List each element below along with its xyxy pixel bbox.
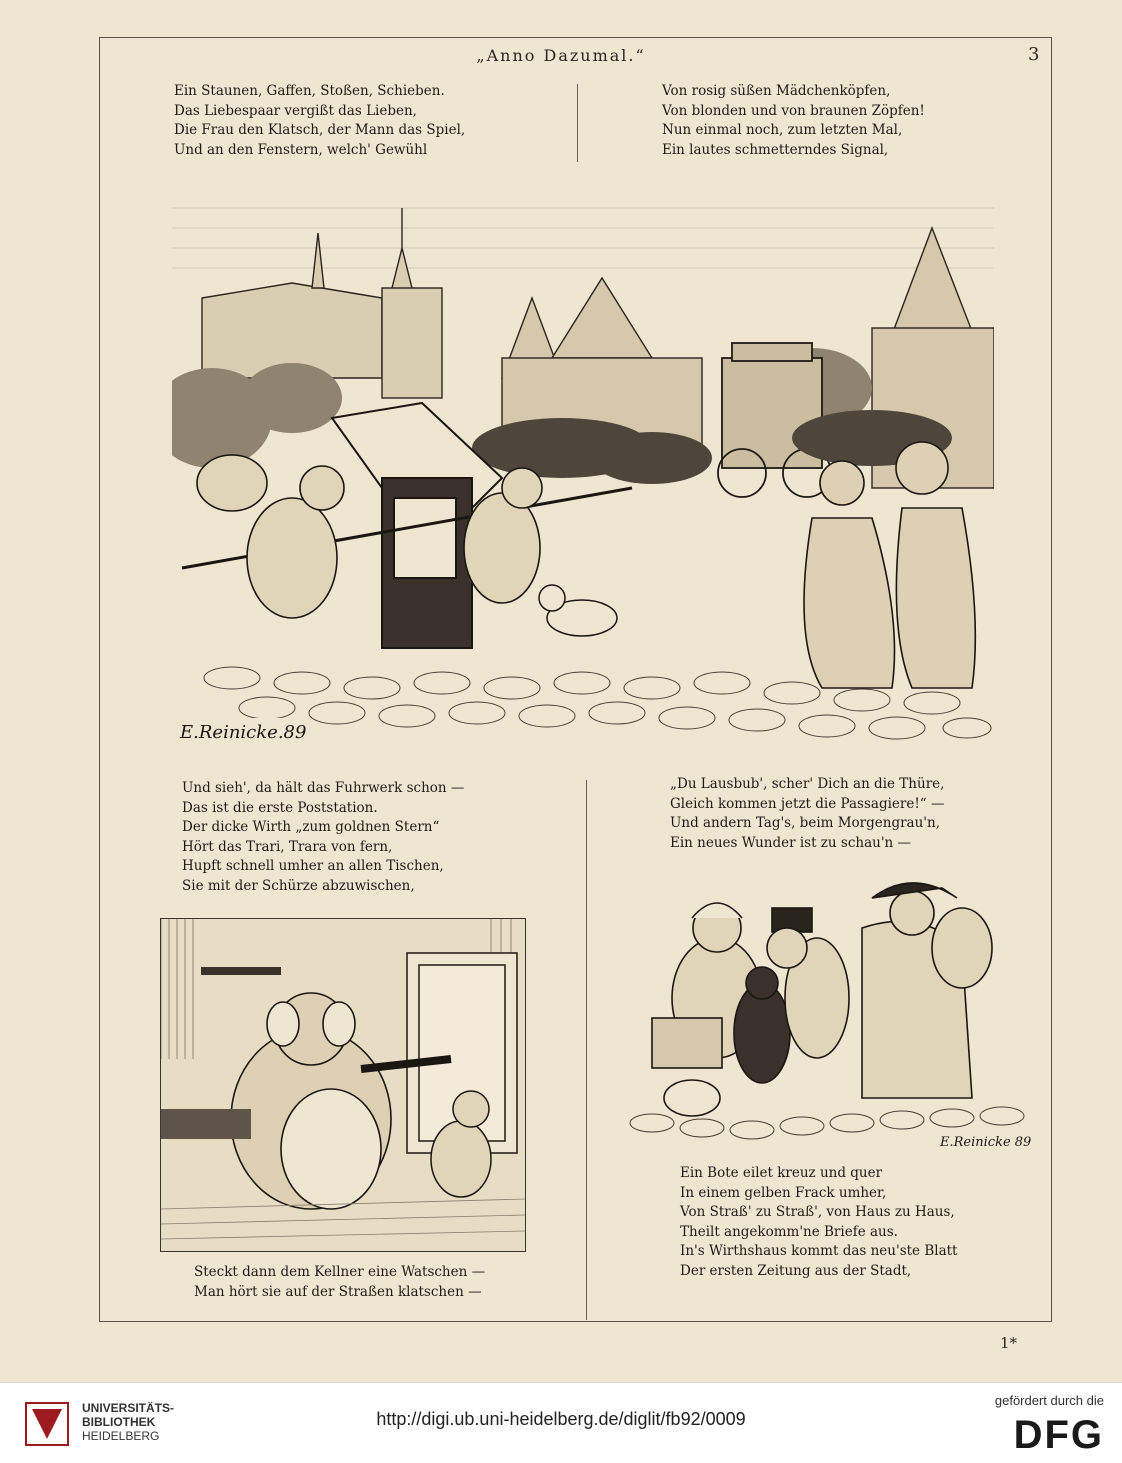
library-line: UNIVERSITÄTS- (82, 1401, 175, 1415)
verse-line: Theilt angekomm'ne Briefe aus. (680, 1223, 898, 1240)
verse-line: In's Wirthshaus kommt das neu'ste Blatt (680, 1243, 958, 1259)
verse-line: Von rosig süßen Mädchenköpfen, (662, 83, 891, 99)
street-scene-drawing (172, 188, 994, 748)
verse-line: Steckt dann dem Kellner eine Watschen — (194, 1264, 486, 1280)
illustration-innkeeper (160, 918, 526, 1252)
verse-line: Und andern Tag's, beim Morgengrau'n, (670, 815, 940, 831)
sponsor-label: gefördert durch die (994, 1393, 1104, 1408)
permalink[interactable]: http://digi.ub.uni-heidelberg.de/diglit/fb92/0009 (376, 1409, 746, 1429)
verse-line: Der ersten Zeitung aus der Stadt, (680, 1262, 912, 1279)
verse-line: Ein neues Wunder ist zu schau'n — (670, 834, 912, 851)
verse-line: Das Liebespaar vergißt das Lieben, (174, 102, 417, 119)
illustration-signature: E.Reinicke.89 (180, 722, 307, 743)
verse-line: Nun einmal noch, zum letzten Mal, (662, 122, 903, 138)
verse-line: Ein Staunen, Gaffen, Stoßen, Schieben. (174, 83, 445, 99)
verse-line: Hört das Trari, Trara von fern, (182, 838, 393, 855)
verse-line: Man hört sie auf der Straßen klatschen — (194, 1283, 482, 1300)
illustration-signature: E.Reinicke 89 (940, 1135, 1032, 1150)
verse-line: Und sieh', da hält das Fuhrwerk schon — (182, 780, 465, 796)
column-divider (586, 780, 587, 1320)
verse-line: Der dicke Wirth „zum goldnen Stern“ (182, 819, 440, 835)
verse-bottom-left (194, 1263, 485, 1302)
verse-line: Gleich kommen jetzt die Passagiere!“ — (670, 795, 945, 812)
verse-line: Ein lautes schmetterndes Signal, (662, 141, 889, 158)
dfg-logo: DFG (1013, 1413, 1104, 1457)
illustration-messenger (622, 868, 1036, 1160)
verse-middle-left (182, 779, 464, 896)
verse-top-left (174, 82, 465, 160)
innkeeper-drawing (161, 919, 525, 1251)
verse-bottom-right (680, 1164, 957, 1281)
viewer-footer (0, 1382, 1122, 1463)
running-head: „Anno Dazumal.“ (476, 46, 646, 65)
verse-line: Das ist die erste Poststation. (182, 799, 378, 816)
verse-line: Ein Bote eilet kreuz und quer (680, 1165, 883, 1181)
verse-line: Die Frau den Klatsch, der Mann das Spiel, (174, 122, 466, 138)
sheet-number: 1* (1000, 1334, 1018, 1352)
verse-line: Und an den Fenstern, welch' Gewühl (174, 141, 428, 158)
page-number: 3 (1028, 44, 1040, 65)
verse-line: Von blonden und von braunen Zöpfen! (662, 102, 925, 119)
verse-line: Hupft schnell umher an allen Tischen, (182, 858, 444, 874)
library-line: BIBLIOTHEK (82, 1415, 156, 1429)
verse-line: Von Straß' zu Straß', von Haus zu Haus, (680, 1204, 955, 1220)
messenger-drawing (622, 868, 1036, 1160)
column-divider (577, 84, 578, 162)
library-line: HEIDELBERG (82, 1429, 160, 1443)
verse-middle-right (670, 775, 944, 853)
footer-url (0, 1409, 1122, 1430)
verse-line: In einem gelben Frack umher, (680, 1184, 887, 1201)
verse-line: Sie mit der Schürze abzuwischen, (182, 877, 415, 894)
verse-line: „Du Lausbub', scher' Dich an die Thüre, (670, 776, 945, 792)
illustration-post-coach-street (172, 188, 994, 748)
verse-top-right (662, 82, 925, 160)
